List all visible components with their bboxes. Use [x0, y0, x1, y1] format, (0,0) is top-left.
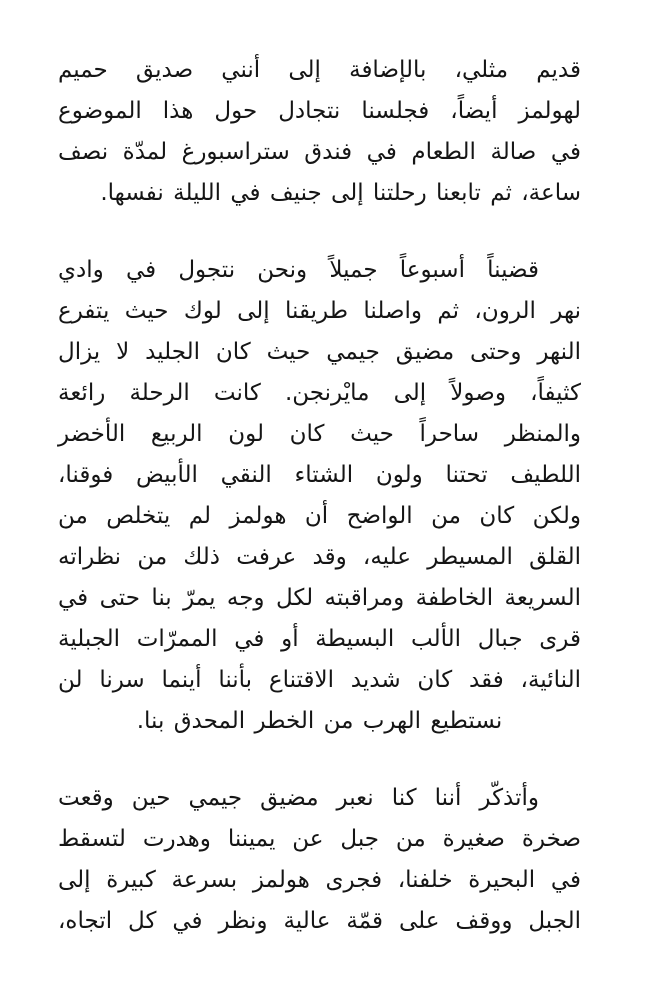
text-line: القلق المسيطر عليه، وقد عرفت ذلك من نظراته — [58, 544, 581, 570]
text-line: لهولمز أيضاً، فجلسنا نتجادل حول هذا الموضوع — [58, 98, 581, 124]
text-line: النائية، فقد كان شديد الاقتناع بأننا أينما سرنا لن — [58, 667, 581, 693]
text-line: وأتذكّر أننا كنا نعبر مضيق جيمي حين وقعت — [58, 785, 539, 811]
text-line: الجبل ووقف على قمّة عالية ونظر في كل اتجاه، — [58, 908, 581, 934]
text-line: ساعة، ثم تابعنا رحلتنا إلى جنيف في الليلة نفسها. — [100, 180, 581, 206]
text-line: قضيناً أسبوعاً جميلاً ونحن نتجول في وادي — [58, 257, 539, 283]
paragraph — [58, 50, 581, 214]
text-line: قرى جبال الألب البسيطة أو في الممرّات الجبلية — [58, 626, 581, 652]
text-line: نستطيع الهرب من الخطر المحدق بنا. — [136, 708, 503, 734]
text-line: في البحيرة خلفنا، فجرى هولمز بسرعة كبيرة إلى — [58, 867, 581, 893]
text-line: السريعة الخاطفة ومراقبته لكل وجه يمرّ بنا حتى في — [58, 585, 581, 611]
paragraph — [58, 250, 581, 742]
text-line: النهر وحتى مضيق جيمي حيث كان الجليد لا يزال — [58, 339, 581, 365]
text-line: والمنظر ساحراً حيث كان لون الربيع الأخضر — [58, 421, 581, 447]
text-line: اللطيف تحتنا ولون الشتاء النقي الأبيض فوقنا، — [58, 462, 581, 488]
text-line: في صالة الطعام في فندق ستراسبورغ لمدّة نصف — [58, 139, 581, 165]
text-line: نهر الرون، ثم واصلنا طريقنا إلى لوك حيث يتفرع — [58, 298, 581, 324]
text-line: ولكن كان من الواضح أن هولمز لم يتخلص من — [58, 503, 581, 529]
text-line: قديم مثلي، بالإضافة إلى أنني صديق حميم — [58, 57, 581, 83]
text-line: صخرة صغيرة من جبل عن يميننا وهدرت لتسقط — [58, 826, 581, 852]
text-line: كثيفاً، وصولاً إلى مايْرنجن. كانت الرحلة رائعة — [58, 380, 581, 406]
paragraph — [58, 778, 581, 942]
